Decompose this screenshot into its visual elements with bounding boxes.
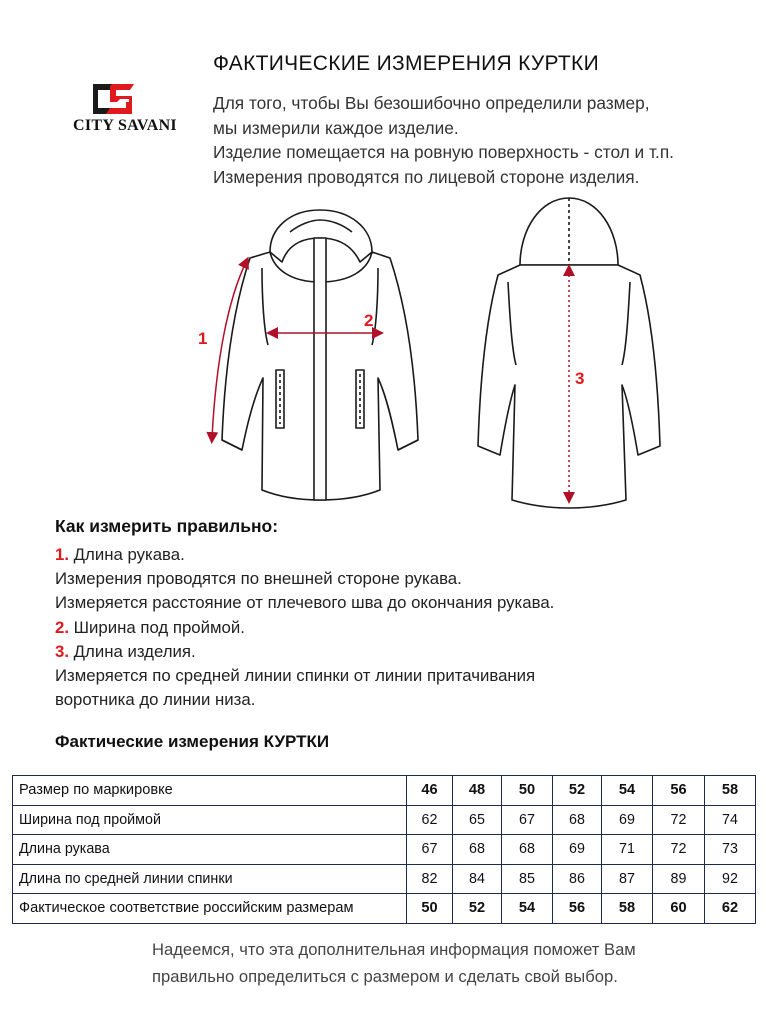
row-label: Длина по средней линии спинки: [13, 864, 407, 894]
table-cell: 74: [705, 805, 756, 835]
table-cell: 92: [705, 864, 756, 894]
table-cell: 56: [553, 894, 602, 924]
instruction-text: Измерения проводятся по внешней стороне рукава.: [55, 569, 462, 589]
footer-line: правильно определиться с размером и сделать свой выбор.: [152, 967, 618, 986]
instruction-line: [55, 543, 745, 567]
instruction-text: Длина рукава.: [69, 545, 185, 564]
table-cell: 58: [602, 894, 653, 924]
instruction-text: Измеряется по средней линии спинки от линии притачивания: [55, 666, 536, 686]
table-cell: 58: [705, 776, 756, 806]
table-cell: 62: [407, 805, 453, 835]
table-row: [13, 805, 756, 835]
table-cell: 87: [602, 864, 653, 894]
instruction-line: [55, 616, 745, 640]
table-cell: 71: [602, 835, 653, 865]
row-label: Размер по маркировке: [13, 776, 407, 806]
table-cell: 69: [553, 835, 602, 865]
how-to-measure-list: [55, 543, 745, 712]
instruction-line: [55, 567, 745, 591]
marker-3: 3: [575, 369, 585, 388]
table-cell: 84: [453, 864, 502, 894]
intro-line: Для того, чтобы Вы безошибочно определили размер,: [213, 93, 650, 113]
instruction-number: 3.: [55, 641, 69, 661]
intro-line: мы измерили каждое изделие.: [213, 117, 459, 138]
table-cell: 62: [705, 894, 756, 924]
table-cell: 48: [453, 776, 502, 806]
table-cell: 68: [453, 835, 502, 865]
footer-note: [152, 936, 752, 990]
instruction-line: [55, 591, 745, 615]
how-to-measure-title: Как измерить правильно:: [55, 516, 279, 536]
table-cell: 50: [502, 776, 553, 806]
table-cell: 52: [453, 894, 502, 924]
table-cell: 69: [602, 805, 653, 835]
instruction-line: [55, 664, 745, 688]
table-cell: 89: [653, 864, 705, 894]
instruction-line: [55, 640, 745, 664]
brand-name: CITY SAVANI: [73, 117, 177, 134]
table-row: [13, 835, 756, 865]
table-cell: 85: [502, 864, 553, 894]
marker-2: 2: [364, 311, 374, 330]
table-cell: 73: [705, 835, 756, 865]
table-row: [13, 894, 756, 924]
table-cell: 86: [553, 864, 602, 894]
table-cell: 60: [653, 894, 705, 924]
table-cell: 72: [653, 805, 705, 835]
table-row: [13, 864, 756, 894]
table-cell: 68: [553, 805, 602, 835]
size-table: [12, 775, 756, 924]
jacket-measurement-diagram: [195, 195, 705, 510]
instruction-number: 2.: [55, 617, 69, 637]
table-cell: 72: [653, 835, 705, 865]
size-table-title: Фактические измерения КУРТКИ: [55, 732, 330, 751]
table-cell: 68: [502, 835, 553, 865]
instruction-text: Измеряется расстояние от плечевого шва до окончания рукава.: [55, 593, 555, 613]
intro-line: Изделие помещается на ровную поверхность - стол и т.п.: [213, 142, 674, 162]
instruction-text: Ширина под проймой.: [69, 617, 245, 637]
cs-monogram-logo-icon: [60, 78, 190, 118]
instruction-text: Длина изделия.: [69, 641, 196, 661]
marker-1: 1: [198, 329, 208, 348]
instruction-number: 1.: [55, 545, 69, 564]
table-cell: 65: [453, 805, 502, 835]
intro-text: [213, 91, 758, 189]
row-label: Ширина под проймой: [13, 805, 407, 835]
table-cell: 67: [407, 835, 453, 865]
footer-line: Надеемся, что эта дополнительная информация поможет Вам: [152, 940, 636, 959]
table-cell: 67: [502, 805, 553, 835]
row-label: Фактическое соответствие российским размерам: [13, 894, 407, 924]
table-row: [13, 776, 756, 806]
table-cell: 56: [653, 776, 705, 806]
table-cell: 50: [407, 894, 453, 924]
page-title: ФАКТИЧЕСКИЕ ИЗМЕРЕНИЯ КУРТКИ: [213, 52, 599, 75]
row-label: Длина рукава: [13, 835, 407, 865]
instruction-text: воротника до линии низа.: [55, 690, 256, 710]
table-cell: 54: [602, 776, 653, 806]
instruction-line: [55, 688, 745, 712]
table-cell: 82: [407, 864, 453, 894]
jacket-front-drawing: [222, 210, 418, 500]
table-cell: 54: [502, 894, 553, 924]
table-cell: 46: [407, 776, 453, 806]
table-cell: 52: [553, 776, 602, 806]
intro-line: Измерения проводятся по лицевой стороне изделия.: [213, 166, 640, 187]
